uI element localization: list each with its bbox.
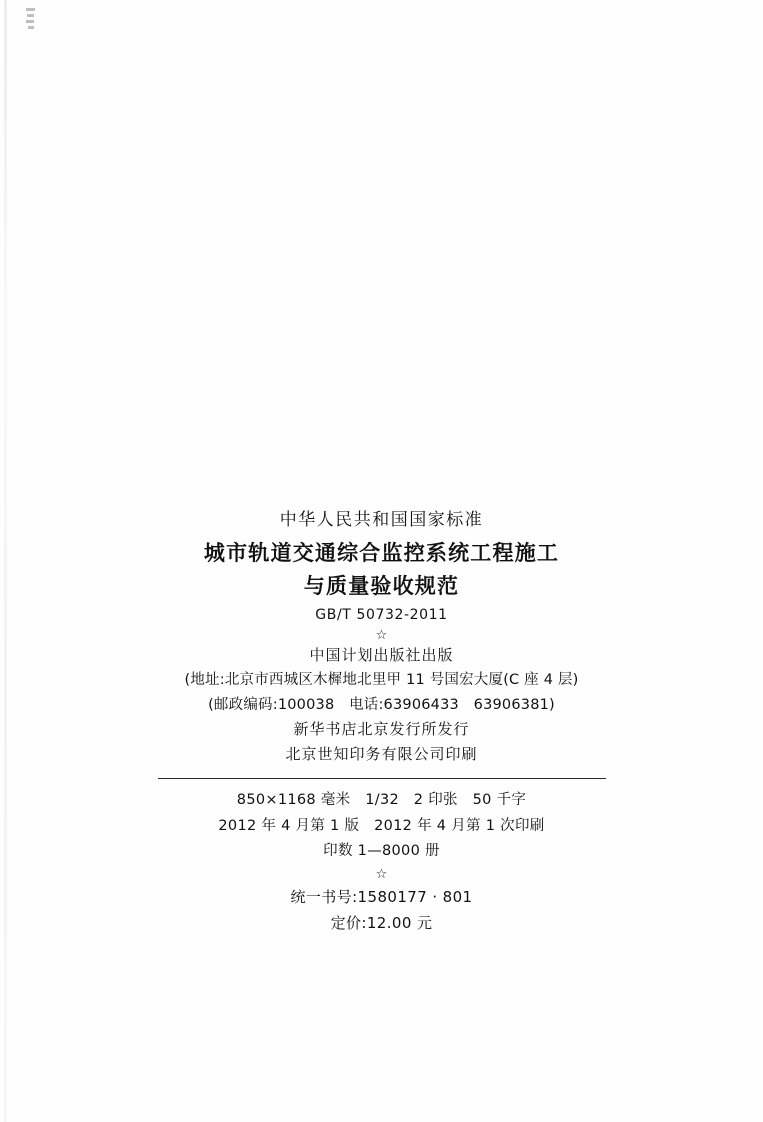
distributor-name: 新华书店北京发行所发行 [293, 720, 470, 738]
isbn-number: 统一书号:1580177 · 801 [290, 887, 473, 906]
divider [158, 778, 606, 779]
standard-code: GB/T 50732-2011 [315, 607, 448, 623]
print-run-line: 印数 1—8000 册 [323, 843, 440, 859]
print-spec-line2: 2012 年 4 月第 1 版 2012 年 4 月第 1 次印刷 [218, 817, 545, 834]
standard-title-line1: 城市轨道交通综合监控系统工程施工 [203, 541, 560, 565]
star-ornament-icon-2: ☆ [375, 866, 388, 882]
publisher-name: 中国计划出版社出版 [309, 646, 454, 664]
print-spec-line1: 850×1168 毫米 1/32 2 印张 50 千字 [236, 792, 527, 808]
publisher-address: (地址:北京市西城区木樨地北里甲 11 号国宏大厦(C 座 4 层) [184, 672, 579, 688]
star-ornament-icon: ☆ [375, 628, 388, 643]
printer-name: 北京世知印务有限公司印刷 [285, 745, 478, 763]
country-standard-label: 中华人民共和国国家标准 [279, 510, 484, 530]
publisher-postal-phone: (邮政编码:100038 电话:63906433 63906381) [208, 696, 555, 713]
standard-title-line2: 与质量验收规范 [303, 574, 460, 598]
scan-registration-mark-icon [26, 8, 36, 42]
colophon-block [0, 512, 763, 931]
price-label: 定价:12.00 元 [330, 913, 433, 932]
